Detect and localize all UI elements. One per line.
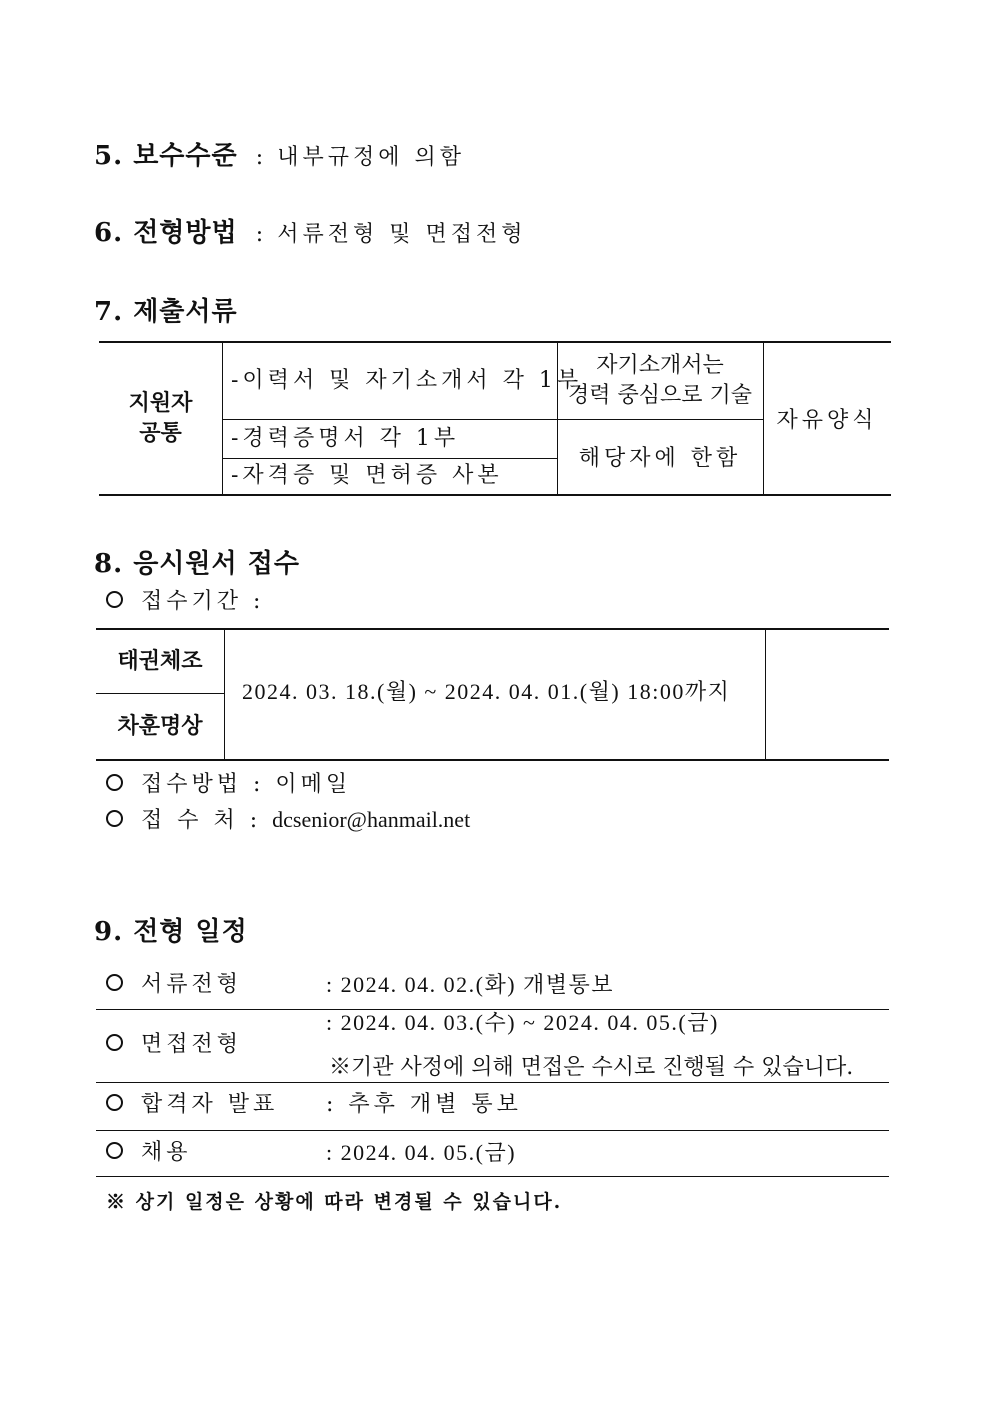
- method-row: [106, 774, 351, 796]
- document-row: -자격증 및 면허증 사본: [231, 463, 503, 488]
- table-row-divider: [557, 419, 763, 420]
- program-name: 태권체조: [117, 648, 203, 674]
- schedule-label: 합격자 발표: [106, 1094, 278, 1116]
- circle-bullet-icon: [106, 1094, 123, 1111]
- section-5-title: 5. 보수수준: [94, 141, 238, 171]
- schedule-value: : 2024. 04. 02.(화) 개별통보: [326, 972, 615, 997]
- circle-bullet-icon: [106, 974, 123, 991]
- section-6-separator: :: [255, 222, 268, 247]
- table-border-bottom: [96, 759, 889, 761]
- schedule-divider: [96, 1130, 889, 1131]
- program-name: 차훈명상: [117, 713, 203, 739]
- applicable-only-note: 해당자에 한함: [578, 446, 742, 471]
- table-col-divider: [222, 342, 223, 495]
- schedule-footnote: ※ 상기 일정은 상황에 따라 변경될 수 있습니다.: [106, 1191, 563, 1213]
- address-label: 접 수 처 :: [141, 808, 262, 833]
- circle-bullet-icon: [106, 1142, 123, 1159]
- schedule-note: ※기관 사정에 의해 면접은 수시로 진행될 수 있습니다.: [329, 1055, 854, 1080]
- applicant-group-line1: 지원자: [128, 390, 193, 416]
- section-6-title: 6. 전형방법: [94, 218, 238, 248]
- schedule-value: : 추후 개별 통보: [326, 1092, 522, 1117]
- schedule-label: 면접전형: [106, 1034, 242, 1056]
- section-8-title: 8. 응시원서 접수: [94, 549, 300, 579]
- section-5-heading: [94, 143, 465, 169]
- table-col-divider: [765, 629, 766, 760]
- schedule-label: 서류전형: [106, 974, 242, 996]
- table-border-top: [99, 341, 891, 343]
- schedule-divider: [96, 1176, 889, 1177]
- schedule-value: : 2024. 04. 05.(금): [326, 1140, 517, 1165]
- section-5-value: 내부규정에 의함: [277, 145, 465, 170]
- table-row-divider: [223, 458, 557, 459]
- address-row: [106, 809, 470, 832]
- section-5-separator: :: [255, 145, 268, 170]
- schedule-divider: [96, 1082, 889, 1083]
- document-row: -경력증명서 각 1부: [231, 426, 460, 451]
- circle-bullet-icon: [106, 810, 123, 827]
- circle-bullet-icon: [106, 774, 123, 791]
- method-value: 이메일: [275, 772, 352, 797]
- section-6-value: 서류전형 및 면접전형: [277, 222, 527, 247]
- table-border-top: [96, 628, 889, 630]
- circle-bullet-icon: [106, 591, 123, 608]
- schedule-label: 채용: [106, 1142, 192, 1164]
- schedule-value: : 2024. 04. 03.(수) ~ 2024. 04. 05.(금): [326, 1010, 719, 1035]
- table-col-divider: [224, 629, 225, 760]
- section-6-heading: [94, 220, 526, 246]
- period-label-row: [106, 591, 264, 613]
- table-border-bottom: [99, 494, 891, 496]
- cover-letter-note-line1: 자기소개서는: [596, 353, 724, 378]
- section-9-title: 9. 전형 일정: [94, 917, 248, 947]
- cover-letter-note: [557, 351, 763, 410]
- document-row: -이력서 및 자기소개서 각 1부: [231, 368, 583, 393]
- application-period: 2024. 03. 18.(월) ~ 2024. 04. 01.(월) 18:00까지: [242, 679, 731, 704]
- email-address: dcsenior@hanmail.net: [272, 807, 471, 832]
- circle-bullet-icon: [106, 1034, 123, 1051]
- period-label: 접수기간 :: [141, 589, 265, 614]
- method-label: 접수방법 :: [141, 772, 265, 797]
- table-row-divider: [96, 693, 224, 694]
- applicant-group-cell: [99, 389, 222, 448]
- section-7-title: 7. 제출서류: [94, 297, 238, 327]
- cover-letter-note-line2: 경력 중심으로 기술: [567, 382, 752, 408]
- free-format-note: 자유양식: [776, 408, 878, 433]
- table-row-divider: [223, 419, 557, 420]
- applicant-group-line2: 공통: [139, 419, 182, 446]
